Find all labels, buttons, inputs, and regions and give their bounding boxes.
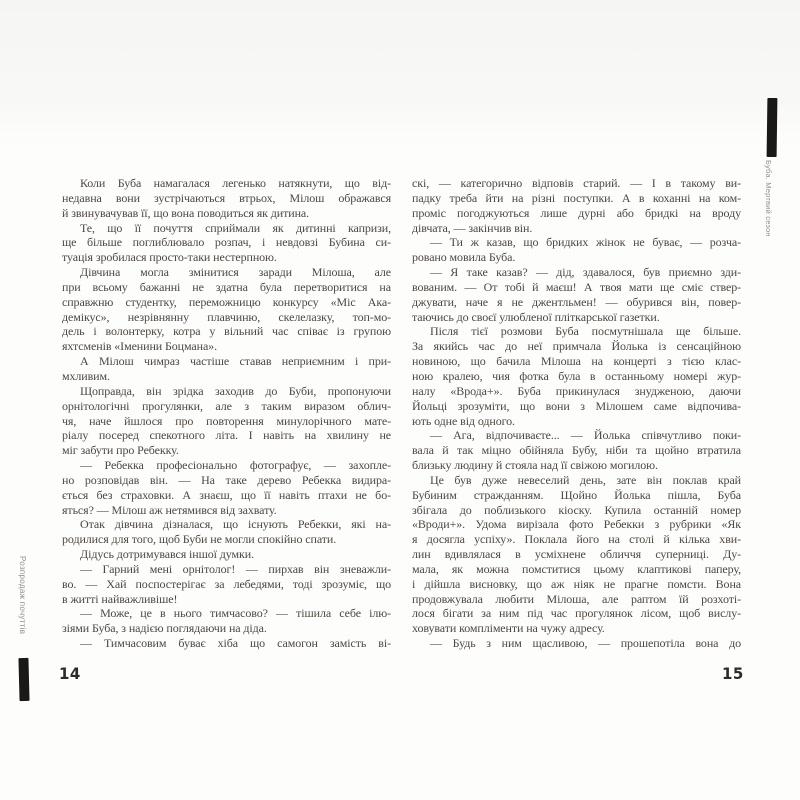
left-page-text-column bbox=[62, 176, 391, 651]
text-line: ріалу посеред спекотного літа. І навіть на хвилину не bbox=[62, 428, 391, 443]
text-line: налу «Врода+». Буба прикинулася знудженою, даючи bbox=[412, 383, 741, 398]
text-line: — Ребекка професіонально фотографує, — захопле- bbox=[80, 458, 391, 473]
text-line: дівчата, — закінчив він. bbox=[412, 220, 533, 235]
text-line: Отак дівчина дізналася, що існують Ребекки, які на- bbox=[80, 517, 391, 532]
right-page-text-column bbox=[412, 176, 741, 651]
right-page-number: 15 bbox=[722, 664, 744, 684]
text-line: Щоправда, він зрідка заходив до Буби, пропонуючи bbox=[80, 383, 391, 398]
text-line: Коли Буба намагалася легенько натякнути, що від- bbox=[80, 176, 391, 190]
text-line: Те, що її почуття сприймали як дитинні капризи, bbox=[80, 220, 391, 235]
text-line: но розповідав він. — На таке дерево Ребекка видира- bbox=[62, 472, 391, 487]
text-line: — Будь з ним щасливою, — прошепотіла вона до bbox=[430, 636, 741, 651]
text-line: ще більше поглиблювало розпач, і невдовзі Бубина си- bbox=[62, 235, 391, 250]
text-line: яться? — Мілош аж нетямився від захвату. bbox=[62, 502, 277, 517]
text-line: орнітологічні прогулянки, але з таким виразом облич- bbox=[62, 398, 391, 413]
right-margin-title-label: Буба. Мертвий сезон bbox=[764, 160, 773, 237]
text-line: джувати, наче я не джентльмен! — обурився він, повер- bbox=[412, 294, 741, 309]
text-line: — Може, це в нього тимчасово? — тішила себе ілю- bbox=[80, 606, 391, 621]
text-line: Дідусь дотримувався іншої думки. bbox=[80, 547, 254, 562]
text-line: Йольці зрозуміти, що вони з Мілошем саме відпочива- bbox=[412, 398, 741, 413]
text-line: скі, — категорично відповів старий. — І в такому ви- bbox=[412, 176, 741, 190]
text-line: яхтсменів «Іменини Боцмана». bbox=[62, 339, 217, 354]
text-line: проміс погоджуються лише дурні або бридкі на вроду bbox=[412, 205, 741, 220]
text-line: чя, наче йшлося про повторення минулорічного мате- bbox=[62, 413, 391, 428]
text-line: при всьому бажанні не здатна була перетворитися на bbox=[62, 279, 391, 294]
text-line: ховувати компліменти на чужу адресу. bbox=[412, 621, 605, 636]
text-line: лося бігати за ним під час прогулянок лісом, щоб вислу- bbox=[412, 606, 741, 621]
text-line: «Вроди+». Удома вирізала фото Ребекки з рубрики «Як bbox=[412, 517, 741, 532]
text-line: — Ти ж казав, що бридких жінок не буває, — розча- bbox=[430, 235, 741, 250]
left-margin-series-label: Розпродаж почуттів bbox=[18, 556, 27, 635]
text-line: — Ага, відпочиваєте... — Йолька співчутливо поки- bbox=[430, 428, 741, 443]
text-line: і дійшла висновку, що аж ніяк не прагне помсти. Вона bbox=[412, 576, 741, 591]
text-line: — Я таке казав? — дід, здавалося, був приємно зди- bbox=[430, 265, 741, 280]
text-line: недавна вони зустрічаються втрьох, Мілош ображався bbox=[62, 190, 391, 205]
text-line: — Тимчасовим буває хіба що самогон замість ві- bbox=[80, 636, 391, 651]
text-line: А Мілош чимраз частіше ставав неприємним і при- bbox=[80, 354, 391, 369]
text-line: во. — Хай поспостерігає за лебедями, тоді зрозуміє, що bbox=[62, 576, 391, 591]
text-line: Після тієї розмови Буба посмутнішала ще більше. bbox=[430, 324, 741, 339]
text-line: мхливим. bbox=[62, 368, 110, 383]
text-line: ється без страховки. А знаєш, що її навіть птахи не бо- bbox=[62, 487, 391, 502]
text-line: Це був дуже невеселий день, зате він поклав край bbox=[430, 472, 741, 487]
text-line: мала, як можна помститися цьому клаптикові паперу, bbox=[412, 561, 741, 576]
left-margin-black-mark bbox=[18, 658, 29, 701]
right-margin-black-mark bbox=[767, 98, 778, 157]
text-line: — Гарний мені орнітолог! — пирхав він зневажли- bbox=[80, 561, 391, 576]
text-line: падку треба йти на різні поступки. А в коханні на ком- bbox=[412, 190, 741, 205]
text-line: За якийсь час до неї примчала Йолька із сенсаційною bbox=[412, 339, 741, 354]
text-line: міг забути про Ребекку. bbox=[62, 443, 179, 458]
text-line: близьку людину й стояла над її свіжою могилою. bbox=[412, 458, 658, 473]
text-line: новиною, що бачила Мілоша на концерті з тією клас- bbox=[412, 354, 741, 369]
text-line: збігала до поблизького кіоску. Купила останній номер bbox=[412, 502, 741, 517]
text-line: зіями Буба, з надією поглядаючи на діда. bbox=[62, 621, 267, 636]
text-line: демікус», незрівнянну плавчиню, скелелазку, топ-мо- bbox=[62, 309, 391, 324]
text-line: ною кралею, чия фотка була в останньому номері жур- bbox=[412, 368, 741, 383]
text-line: туація зробилася просто-таки нестерпною. bbox=[62, 250, 277, 265]
text-line: лин вдивлялася в усміхнене обличчя суперниці. Ду- bbox=[412, 547, 741, 562]
text-line: вала й так міцно обійняла Бубу, ніби та щойно втратила bbox=[412, 443, 741, 458]
text-line: справжню студентку, переможницю конкурсу «Міс Ака- bbox=[62, 294, 391, 309]
text-line: продовжувала любити Мілоша, але раптом їй розхоті- bbox=[412, 591, 741, 606]
text-line: я досягла успіху». Поклала його на столі й кілька хви- bbox=[412, 532, 741, 547]
text-line: ють одне від одного. bbox=[412, 413, 515, 428]
text-line: вованим. — От тобі й маєш! А твоя мати ще сміє ствер- bbox=[412, 279, 741, 294]
left-page-number: 14 bbox=[59, 664, 81, 684]
text-line: й звинувачував її, що вона поводиться як дитина. bbox=[62, 205, 310, 220]
text-line: родилися для того, щоб Буби не могли спокійно спати. bbox=[62, 532, 337, 547]
text-line: дель і волонтерку, котра у вільний час співає із групою bbox=[62, 324, 391, 339]
text-line: в житті найважливіше! bbox=[62, 591, 178, 606]
text-line: таючись до своєї улюбленої пліткарської газетки. bbox=[412, 309, 660, 324]
text-line: ровано мовила Буба. bbox=[412, 250, 516, 265]
text-line: Бубиним стражданням. Щойно Йолька пішла, Буба bbox=[412, 487, 741, 502]
text-line: Дівчина могла змінитися заради Мілоша, але bbox=[80, 265, 391, 280]
